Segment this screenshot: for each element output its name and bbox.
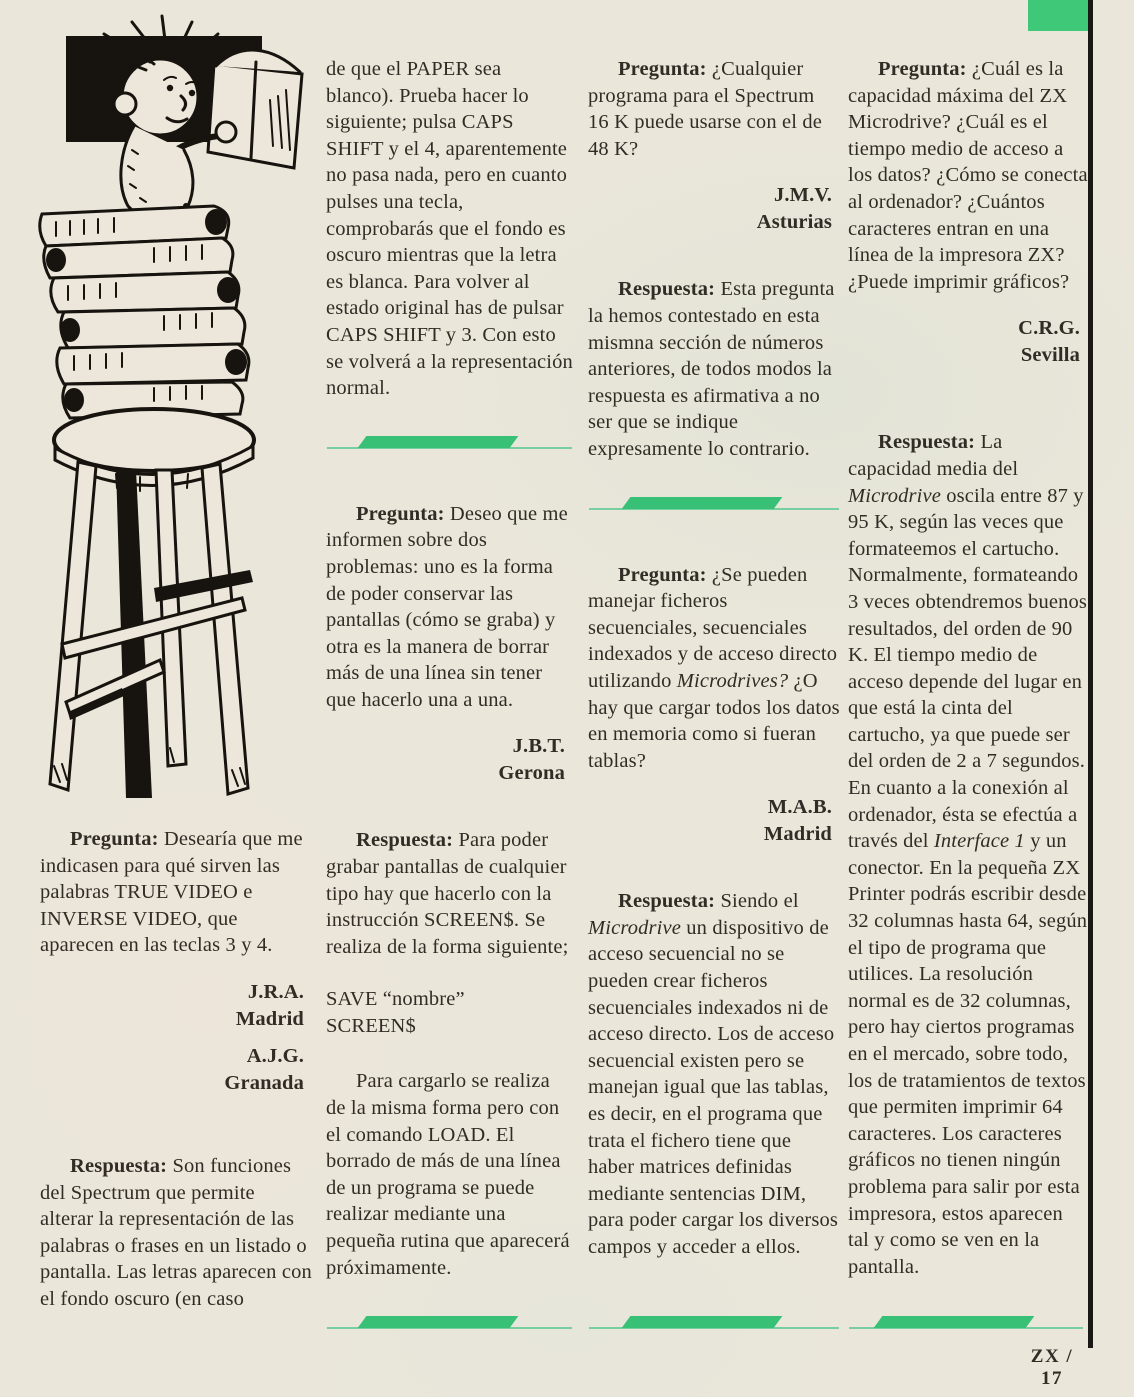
divider-parallelogram: [874, 1316, 1035, 1328]
text-run: Siendo el: [715, 890, 799, 913]
signature-line: C.R.G.: [1018, 317, 1080, 340]
question-true-inverse-video: [40, 826, 312, 959]
text-run: ¿Cualquier programa para el Spectrum 16 K puede usarse con el de 48 K?: [588, 58, 823, 160]
code-line: SCREEN$: [326, 1015, 416, 1038]
signature-line: Gerona: [498, 762, 565, 785]
answer-microdrive-files: [588, 888, 840, 1260]
signature-line: Madrid: [235, 1007, 304, 1030]
section-divider: [588, 1316, 840, 1331]
correspondent-signature: [588, 794, 840, 848]
lead-label: Pregunta:: [618, 58, 707, 80]
code-listing: [326, 986, 573, 1040]
column-3: [588, 56, 840, 1261]
column-2: [326, 56, 573, 1281]
text-run: ¿Cuál es la capacidad máxima del ZX Microdrive? ¿Cuál es el tiempo medio de acceso a los datos? ¿Cómo se conecta al ordenador? ¿Cuántos caracteres entran en una línea de la impresora ZX? ¿Puede imprimir gráficos?: [848, 58, 1088, 293]
column-4: [848, 56, 1088, 1280]
lead-label: Respuesta:: [618, 278, 716, 301]
correspondent-signature: [588, 182, 840, 236]
text-run: Desearía que me indicasen para qué sirven las palabras TRUE VIDEO e INVERSE VIDEO, que aparecen en las teclas 3 y 4.: [40, 828, 303, 957]
text-run: ¿O hay que cargar todos los datos en memoria como si fueran tablas?: [588, 669, 840, 772]
lead-label: Respuesta:: [618, 890, 716, 913]
correspondent-signature: [40, 979, 312, 1033]
text-run: Esta pregunta la hemos contestado en esta mismna sección de números anteriores, de todos modos la respuesta es afirmativa a no ser que se indique expresamente lo contrario.: [588, 278, 835, 460]
text-run: Microdrive: [588, 916, 681, 939]
answer-true-inverse-video: [40, 1153, 312, 1313]
page-number: ZX / 17: [1030, 1346, 1074, 1389]
text-run: Microdrive: [848, 484, 941, 507]
answer-save-screens-continued: [326, 1068, 573, 1281]
lead-label: Pregunta:: [618, 563, 707, 586]
answer-microdrive-capacity: [848, 429, 1088, 1280]
signature-line: J.M.V.: [773, 184, 832, 207]
lead-label: Respuesta:: [356, 829, 454, 852]
section-divider: [588, 497, 840, 512]
question-save-screens: [326, 501, 573, 714]
column-1: [40, 826, 312, 1313]
lead-label: Pregunta:: [356, 502, 445, 525]
text-run: un dispositivo de acceso secuencial no se pueden crear ficheros secuenciales indexados ni de acceso directo. Los de acceso secuencial existen pero se manejan igual que las tablas, es decir, en el programa que trata el fichero tiene que haber matrices definidas mediante sentencias DIM, para poder cargar los diversos campos y acceder a ellos.: [588, 916, 839, 1258]
question-16k-48k: [588, 56, 840, 162]
signature-line: Granada: [224, 1071, 304, 1094]
divider-parallelogram: [357, 436, 518, 448]
lead-label: Respuesta:: [70, 1154, 168, 1177]
divider-parallelogram: [622, 497, 783, 509]
right-vertical-rule: [1088, 0, 1093, 1348]
correspondent-signature: [848, 315, 1088, 369]
correspondent-signature: [40, 1043, 312, 1097]
section-divider: [326, 1316, 573, 1331]
text-run: y un conector. En la pequeña ZX Printer podrás escribir desde 32 columnas hasta 64, según el tipo de programa que utilices. La resolución normal es de 32 columnas, pero hay ciertos programas en el mercado, sobre todo, los de tratamientos de textos que permiten imprimir 64 caracteres. Los caracteres gráficos no tienen ningún problema para salir por esta impresora, estos aparecen tal y como se ven en la pantalla.: [848, 830, 1088, 1278]
text-run: Para poder grabar pantallas de cualquier tipo hay que hacerlo con la instrucción SCREEN$. Se realiza de la forma siguiente;: [326, 829, 569, 958]
boy-on-books-illustration: [4, 0, 312, 818]
lead-label: Respuesta:: [878, 431, 976, 454]
text-run: de que el PAPER sea blanco). Prueba hacer lo siguiente; pulsa CAPS SHIFT y el 4, aparentemente no pasa nada, pero en cuanto pulses una tecla, comprobarás que el fondo es oscuro mientras que la letra es blanca. Para volver al estado original has de pulsar CAPS SHIFT y 3. Con esto se volverá a la representación normal.: [326, 58, 573, 400]
text-run: Para cargarlo se realiza de la misma forma pero con el comando LOAD. El borrado de más de una línea de un programa se puede realizar mediante una pequeña rutina que aparecerá próximamente.: [326, 1070, 570, 1279]
question-microdrive-files: [588, 562, 840, 775]
signature-line: M.A.B.: [767, 796, 832, 819]
lead-label: Pregunta:: [70, 828, 159, 850]
text-run: Son funciones del Spectrum que permite alterar la representación de las palabras o frases en un listado o pantalla. Las letras aparecen con el fondo oscuro (en caso: [40, 1154, 312, 1310]
signature-line: J.R.A.: [247, 980, 304, 1003]
divider-parallelogram: [622, 1316, 783, 1328]
signature-line: A.J.G.: [246, 1044, 304, 1067]
question-microdrive-capacity: [848, 56, 1088, 295]
signature-line: Sevilla: [1020, 344, 1080, 367]
green-corner-block: [1028, 0, 1088, 31]
text-run: Microdrives?: [676, 669, 789, 692]
answer-16k-48k: [588, 276, 840, 462]
text-run: oscila entre 87 y 95 K, según las veces que formateemos el cartucho. Normalmente, formateando 3 veces obtendremos buenos resultados, del orden de 90 K. El tiempo medio de acceso depende del lugar en que está la cinta del cartucho, ya que puede ser del orden de 2 a 7 segundos. En cuanto a la conexión al ordenador, ésta se efectúa a través del: [848, 484, 1088, 853]
section-divider: [848, 1316, 1084, 1331]
text-run: ¿Se pueden manejar ficheros secuenciales, secuenciales indexados y de acceso directo utilizando: [588, 563, 838, 692]
divider-parallelogram: [357, 1316, 518, 1328]
text-run: La capacidad media del: [848, 431, 1019, 480]
correspondent-signature: [326, 733, 573, 787]
answer-save-screens: [326, 827, 573, 960]
text-run: Deseo que me informen sobre dos problemas: uno es la forma de poder conservar las pantallas (cómo se graba) y otra es la manera de borrar más de una línea sin tener que hacerlo una a una.: [326, 502, 568, 711]
signature-line: Asturias: [756, 211, 832, 234]
signature-line: J.B.T.: [512, 735, 565, 758]
lead-label: Pregunta:: [878, 58, 967, 80]
text-run: Interface 1: [933, 830, 1025, 853]
signature-line: Madrid: [763, 823, 832, 846]
code-line: SAVE “nombre”: [326, 988, 465, 1011]
answer-continuation: [326, 56, 573, 402]
section-divider: [326, 436, 573, 451]
